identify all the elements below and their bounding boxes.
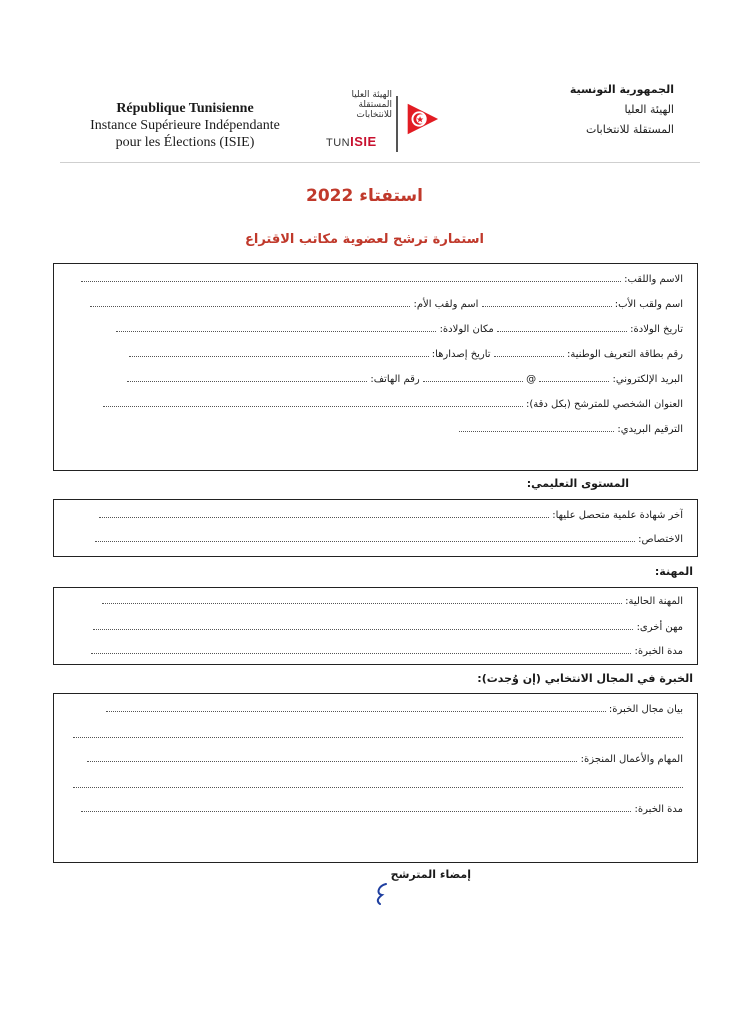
specialty-label: الاختصاص: — [638, 534, 683, 545]
contact-row — [70, 372, 683, 385]
tasks-row-2 — [70, 778, 683, 791]
isie-logo — [320, 88, 450, 154]
postal-row — [70, 422, 683, 435]
father-label: اسم ولقب الأب: — [614, 299, 683, 310]
exp-field-row-2 — [70, 728, 683, 741]
email-label: البريد الإلكتروني: — [612, 374, 683, 385]
degree-field[interactable] — [99, 508, 549, 518]
name-row — [70, 272, 683, 285]
other-jobs-row — [70, 620, 683, 633]
phone-label: رقم الهاتف: — [370, 374, 420, 385]
mother-field[interactable] — [90, 297, 410, 307]
email-field-user[interactable] — [539, 372, 609, 382]
signature-mark[interactable] — [368, 880, 394, 906]
name-label: الاسم واللقب: — [624, 274, 683, 285]
id-number-field[interactable] — [494, 347, 564, 357]
other-jobs-field[interactable] — [93, 620, 633, 630]
signature-label: إمضاء المترشح — [390, 868, 471, 881]
issue-date-field[interactable] — [129, 347, 429, 357]
address-field[interactable] — [103, 397, 523, 407]
tasks-input[interactable] — [87, 752, 577, 762]
header-divider — [60, 162, 700, 163]
job-duration-row — [70, 644, 683, 657]
exp-field-label: بيان مجال الخبرة: — [608, 704, 683, 715]
id-row — [70, 347, 683, 360]
job-duration-field[interactable] — [91, 644, 631, 654]
current-job-row — [70, 594, 683, 607]
birth-row — [70, 322, 683, 335]
logo-tun: TUN — [326, 137, 351, 149]
profession-heading: المهنة: — [654, 565, 693, 578]
father-field[interactable] — [482, 297, 612, 307]
mother-label: اسم ولقب الأم: — [413, 299, 479, 310]
page-title: استفتاء 2022 — [306, 186, 423, 206]
degree-row — [70, 508, 683, 521]
fr-instance: Instance Supérieure Indépendante — [90, 118, 280, 133]
logo-wordmark — [326, 134, 377, 149]
logo-arabic-text: الهيئة العليا المستقلة للانتخابات — [351, 90, 392, 120]
fr-elections: pour les Élections (ISIE) — [115, 135, 255, 150]
email-field-domain[interactable] — [423, 372, 523, 382]
birth-date-field[interactable] — [497, 322, 627, 332]
current-job-label: المهنة الحالية: — [625, 596, 683, 607]
ar-elections: المستقلة للانتخابات — [585, 123, 674, 136]
logo-divider — [396, 96, 398, 152]
degree-label: آخر شهادة علمية متحصل عليها: — [552, 510, 683, 521]
email-at: @ — [526, 374, 537, 385]
address-row — [70, 397, 683, 410]
parents-row — [70, 297, 683, 310]
job-duration-label: مدة الخبرة: — [634, 646, 683, 657]
name-field[interactable] — [81, 272, 621, 282]
education-box — [53, 499, 698, 557]
tunisia-flag-icon — [402, 100, 440, 138]
ar-instance: الهيئة العليا — [624, 103, 674, 116]
tasks-input-2[interactable] — [73, 778, 683, 788]
birth-place-field[interactable] — [116, 322, 436, 332]
exp-duration-input[interactable] — [81, 802, 631, 812]
specialty-row — [70, 532, 683, 545]
address-label: العنوان الشخصي للمترشح (بكل دقة): — [525, 399, 683, 410]
id-number-label: رقم بطاقة التعريف الوطنية: — [566, 349, 683, 360]
postal-field[interactable] — [459, 422, 614, 432]
experience-heading: الخبرة في المجال الانتخابي (إن وُجدت): — [477, 672, 693, 685]
exp-field-input-2[interactable] — [73, 728, 683, 738]
personal-info-box — [53, 263, 698, 471]
profession-box — [53, 587, 698, 665]
fr-republic: République Tunisienne — [116, 101, 254, 116]
birth-date-label: تاريخ الولادة: — [630, 324, 683, 335]
tasks-row — [70, 752, 683, 765]
specialty-field[interactable] — [95, 532, 635, 542]
current-job-field[interactable] — [102, 594, 622, 604]
ar-republic: الجمهورية التونسية — [569, 83, 674, 96]
phone-field[interactable] — [127, 372, 367, 382]
postal-label: الترقيم البريدي: — [617, 424, 683, 435]
exp-field-input[interactable] — [106, 702, 606, 712]
french-header — [60, 100, 310, 151]
issue-date-label: تاريخ إصدارها: — [431, 349, 491, 360]
exp-duration-row — [70, 802, 683, 815]
tasks-label: المهام والأعمال المنجزة: — [580, 754, 683, 765]
form-subtitle: استمارة ترشح لعضوية مكاتب الاقتراع — [245, 232, 484, 247]
exp-field-row — [70, 702, 683, 715]
birth-place-label: مكان الولادة: — [439, 324, 494, 335]
exp-duration-label: مدة الخبرة: — [634, 804, 683, 815]
education-heading: المستوى التعليمي: — [526, 477, 629, 490]
other-jobs-label: مهن أخرى: — [636, 622, 683, 633]
experience-box — [53, 693, 698, 863]
arabic-header — [504, 80, 674, 140]
logo-isie: ISIE — [350, 134, 377, 149]
